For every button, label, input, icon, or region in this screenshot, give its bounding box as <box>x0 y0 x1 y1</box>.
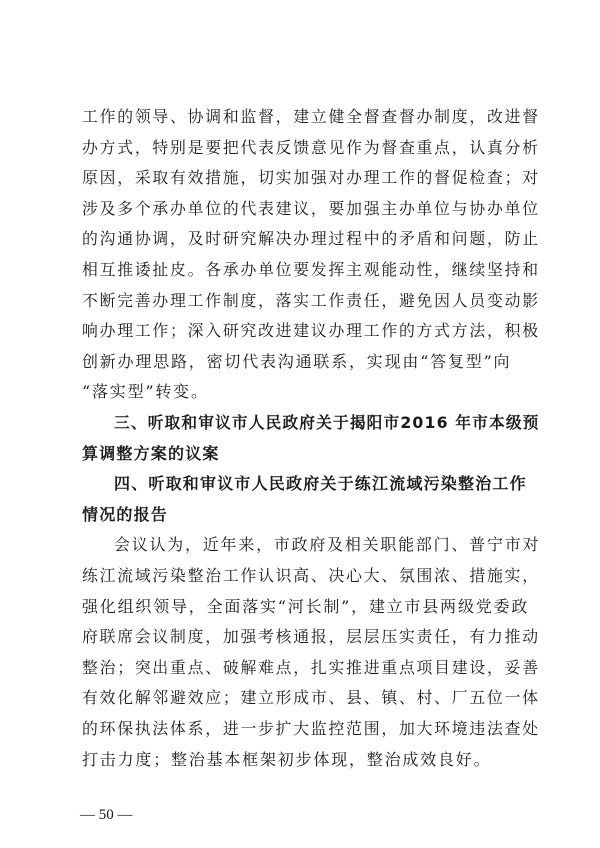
section-heading-4: 四、听取和审议市人民政府关于练江流域污染整治工作 <box>114 474 527 494</box>
body-text-line: 会议认为，近年来，市政府及相关职能部门、普宁市对 <box>114 535 541 555</box>
body-text-line: 的环保执法体系，进一步扩大监控范围，加大环境违法查处 <box>82 719 540 738</box>
body-text-line: 强化组织领导，全面落实“河长制”，建立市县两级党委政 <box>82 596 530 616</box>
body-text-line: “落实型”转变。 <box>82 382 209 402</box>
section-heading-3: 三、听取和审议市人民政府关于揭阳市2016 年市本级预 <box>114 413 540 432</box>
body-text-line: 工作的领导、协调和监督，建立健全督查督办制度，改进督 <box>82 107 540 126</box>
body-text-line: 府联席会议制度，加强考核通报，层层压实责任，有力推动 <box>82 627 540 647</box>
body-text-line: 打击力度；整治基本框架初步体现，整治成效良好。 <box>82 749 492 769</box>
body-text-line: 创新办理思路，密切代表沟通联系，实现由“答复型”向 <box>82 351 512 371</box>
body-text-line: 的沟通协调，及时研究解决办理过程中的矛盾和问题，防止 <box>82 229 540 249</box>
body-text-line: 相互推诿扯皮。各承办单位要发挥主观能动性，继续坚持和 <box>82 260 540 279</box>
body-text-line: 不断完善办理工作制度，落实工作责任，避免因人员变动影 <box>82 290 540 310</box>
page-number: — 50 — <box>80 807 133 823</box>
body-text-line: 涉及多个承办单位的代表建议，要加强主办单位与协办单位 <box>82 198 540 218</box>
body-text-line: 响办理工作；深入研究改进建议办理工作的方式方法，积极 <box>82 321 540 341</box>
body-text-line: 有效化解邻避效应；建立形成市、县、镇、村、厂五位一体 <box>82 688 540 708</box>
section-heading-4-continued: 情况的报告 <box>82 504 169 524</box>
body-text-line: 练江流域污染整治工作认识高、决心大、氛围浓、措施实， <box>82 566 540 585</box>
body-text-line: 办方式，特别是要把代表反馈意见作为督查重点，认真分析 <box>82 137 540 157</box>
body-text-line: 整治；突出重点、破解难点，扎实推进重点项目建设，妥善 <box>82 657 540 677</box>
section-heading-3-continued: 算调整方案的议案 <box>82 443 220 463</box>
body-text-line: 原因，采取有效措施，切实加强对办理工作的督促检查；对 <box>82 168 540 188</box>
